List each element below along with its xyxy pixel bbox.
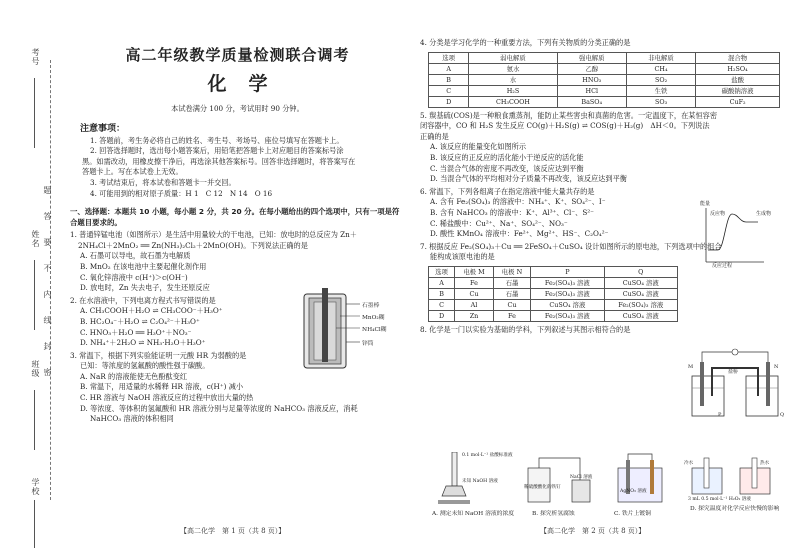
table-cell: 盐酸 <box>696 74 780 85</box>
exam-number-label: 考号 <box>31 48 40 66</box>
table-cell: CH₃COOH <box>469 96 557 107</box>
section-heading: 一、选择题：本题共 10 小题，每小题 2 分，共 20 分。在每小题给出的四个选项中，只有一项是符合题目要求的。 <box>70 207 400 228</box>
table-cell: HCl <box>557 85 626 96</box>
galvanic-cell-icon <box>688 346 786 424</box>
corrosion-setup-icon <box>524 452 604 508</box>
q3-stem: 3. 常温下，根据下列实验能证明一元酸 HR 为弱酸的是 <box>70 350 247 360</box>
fig-label: NaCl 溶液 <box>570 475 593 480</box>
q2-option-d: D. NH₄⁺＋2H₂O ⇌ NH₃·H₂O＋H₃O⁺ <box>80 338 206 348</box>
school-line <box>34 500 35 548</box>
q8-stem: 8. 化学是一门以实验为基础的学科，下列叙述与其图示相符合的是 <box>420 324 631 334</box>
q3-option-d: D. 等浓度、等体积的氢氟酸和 HR 溶液分别与足量等浓度的 NaHCO₃ 溶液反应，消耗 <box>80 403 358 413</box>
q8-caption-a: A. 测定未知 NaOH 溶液的浓度 <box>432 511 515 517</box>
galvanic-cell-figure <box>688 346 786 424</box>
table-cell: CuSO₄ 溶液 <box>531 299 604 310</box>
q8-caption-c: C. 铁片上镀铜 <box>614 511 651 517</box>
table-cell: Fe <box>493 310 530 321</box>
class-line <box>34 390 35 450</box>
binding-strip <box>0 0 58 560</box>
table-cell: Fe₂(SO₄)₃ 溶液 <box>531 288 604 299</box>
table-row <box>429 74 780 85</box>
table-cell: C <box>429 85 469 96</box>
fig-label: 未知 NaOH 溶液 <box>462 479 498 484</box>
energy-label: 能量 <box>700 201 711 207</box>
q8-figure-d <box>684 452 788 522</box>
q5-option-b: B. 该反应的正反应的活化能小于逆反应的活化能 <box>430 152 584 162</box>
table-header: 电极 M <box>455 266 494 277</box>
table-cell: H₂S <box>469 85 557 96</box>
table-cell: 石墨 <box>493 277 530 288</box>
fig-label: 3 mL 0.5 mol·L⁻¹ H₂O₂ 溶液 <box>688 497 751 502</box>
fig-label: 热水 <box>760 461 770 466</box>
q2-option-c: C. HNO₃＋H₂O ══ H₃O⁺＋NO₃⁻ <box>80 327 192 337</box>
table-header: 弱电解质 <box>469 52 557 63</box>
table-row <box>429 310 678 321</box>
table-header: 电极 N <box>493 266 530 277</box>
name-line <box>34 260 35 330</box>
exam-title: 高二年级教学质量检测联合调考 <box>125 46 350 64</box>
name-label: 姓名 <box>31 230 40 248</box>
q3-option-a: A. NaR 的溶液能使无色酚酞变红 <box>80 371 188 381</box>
q1-stem: 2NH₄Cl＋2MnO₂ ══ Zn(NH₃)₂Cl₂＋2MnO(OH)。下列说法正确的是 <box>78 240 308 250</box>
class-label: 班级 <box>31 360 40 378</box>
energy-label: 反应过程 <box>712 263 733 269</box>
table-cell: B <box>429 74 469 85</box>
exam-info: 本试卷满分 100 分，考试用时 90 分钟。 <box>171 104 304 113</box>
electroplating-icon <box>604 452 684 508</box>
notice-item: 3. 考试结束后，将本试卷和答题卡一并交回。 <box>90 177 236 187</box>
table-cell: A <box>429 277 455 288</box>
q7-table <box>428 266 678 322</box>
table-row <box>429 277 678 288</box>
battery-label: 石墨棒 <box>362 303 380 309</box>
table-cell: Fe₂(SO₄)₃ 溶液 <box>531 277 604 288</box>
table-cell: Cu <box>493 299 530 310</box>
seal-char: 线 <box>43 316 52 325</box>
q6-option-c: C. 稀盐酸中：Cu²⁺、Na⁺、SO₄²⁻、NO₃⁻ <box>430 218 568 228</box>
q7-stem: 能构成该原电池的是 <box>430 252 495 262</box>
q3-note: 已知：等浓度的氢氟酸的酸性强于碳酸。 <box>80 361 210 371</box>
q5-option-c: C. 当混合气体的密度不再改变，该反应达到平衡 <box>430 163 584 173</box>
table-cell: CH₄ <box>626 63 695 74</box>
table-cell: 乙醇 <box>557 63 626 74</box>
cell-label: M <box>688 364 694 370</box>
table-cell: H₂SO₄ <box>696 63 780 74</box>
q8-figure-c <box>604 452 684 522</box>
table-row <box>429 288 678 299</box>
table-cell: B <box>429 288 455 299</box>
q2-option-a: A. CH₃COOH＋H₂O ⇌ CH₃COO⁻＋H₃O⁺ <box>80 306 223 316</box>
q3-option-d-cont: NaHCO₃ 溶液的体积相同 <box>90 414 174 424</box>
table-cell: SO₃ <box>626 96 695 107</box>
q8-figure-b <box>524 452 604 522</box>
energy-label: 生成物 <box>756 211 772 217</box>
q6-option-a: A. 含有 Fe₂(SO₄)₃ 的溶液中：NH₄⁺、K⁺、SO₄²⁻、I⁻ <box>430 197 606 207</box>
battery-label: MnO₂糊 <box>362 315 385 321</box>
notice-heading: 注意事项： <box>80 123 126 134</box>
table-cell: 氨水 <box>469 63 557 74</box>
seal-char: 内 <box>43 290 52 299</box>
cell-label: P <box>718 412 722 418</box>
zinc-manganese-battery-figure <box>300 288 404 372</box>
page-footer-right: 【高二化学 第 2 页（共 8 页）】 <box>540 527 646 535</box>
q7-stem: 7. 根据反应 Fe₂(SO₄)₃＋Cu ══ 2FeSO₄＋CuSO₄ 设计如图所示的原电池，下列选项中的组合 <box>420 241 722 251</box>
table-cell: Cu <box>455 288 494 299</box>
q6-stem: 6. 常温下，下列各组离子在指定溶液中能大量共存的是 <box>420 186 595 196</box>
table-header: 混合物 <box>696 52 780 63</box>
table-row <box>429 299 678 310</box>
table-cell: HNO₃ <box>557 74 626 85</box>
table-header: Q <box>604 266 677 277</box>
seal-char: 要 <box>43 238 52 247</box>
table-row <box>429 63 780 74</box>
seal-dash-line <box>50 60 51 500</box>
q6-option-d: D. 酸性 KMnO₄ 溶液中：Fe²⁺、Mg²⁺、HS⁻、C₂O₄²⁻ <box>430 229 609 239</box>
q1-stem: 1. 普通锌锰电池（如图所示）是生活中用量较大的干电池，已知：放电时的总反应为 Zn＋ <box>70 230 357 240</box>
cell-label: Q <box>780 412 785 418</box>
table-cell: BaSO₄ <box>557 96 626 107</box>
table-cell: Zn <box>455 310 494 321</box>
seal-char: 答 <box>43 212 52 221</box>
table-header: 选项 <box>429 266 455 277</box>
notice-item: 1. 答题前，考生务必将自己的姓名、考生号、考场号、座位号填写在答题卡上。 <box>90 135 344 145</box>
table-row <box>429 85 780 96</box>
q6-option-b: B. 含有 NaHCO₃ 的溶液中：K⁺、Al³⁺、Cl⁻、S²⁻ <box>430 207 594 217</box>
table-header: 选项 <box>429 52 469 63</box>
table-cell: CuSO₄ 溶液 <box>604 310 677 321</box>
battery-label: 锌筒 <box>362 341 374 347</box>
table-header: 强电解质 <box>557 52 626 63</box>
fig-label: 冷水 <box>684 461 694 466</box>
q5-stem: 正确的是 <box>420 131 449 141</box>
q3-option-b: B. 常温下，用适量的水稀释 HR 溶液，c(H⁺) 减小 <box>80 382 244 392</box>
seal-char: 封 <box>43 342 52 351</box>
table-cell: CuSO₄ 溶液 <box>604 288 677 299</box>
q1-option-c: C. 氧化锌溶液中 c(H⁺)＞c(OH⁻) <box>80 272 188 282</box>
exam-number-line <box>34 78 35 148</box>
right-page <box>420 38 780 336</box>
table-cell: Fe₂(SO₄)₃ 溶液 <box>604 299 677 310</box>
q5-stem: 5. 羰基硫(COS)是一种粮食熏蒸剂，能防止某些害虫和真菌的危害。一定温度下，在某恒容密 <box>420 110 718 120</box>
table-cell: Al <box>455 299 494 310</box>
fig-label: AgNO₃ 溶液 <box>620 489 647 494</box>
cell-label: N <box>774 364 779 370</box>
q2-stem: 2. 在水溶液中，下列电离方程式书写错误的是 <box>70 295 216 305</box>
subject-title: 化学 <box>207 73 290 95</box>
q4-table <box>428 52 780 108</box>
q5-option-a: A. 该反应的能量变化如图所示 <box>430 142 527 152</box>
energy-label: 反应物 <box>710 211 726 217</box>
table-header: P <box>531 266 604 277</box>
table-cell: Fe₂(SO₄)₃ 溶液 <box>531 310 604 321</box>
energy-diagram-figure <box>700 201 782 270</box>
table-cell: CuSO₄ 溶液 <box>604 277 677 288</box>
table-row <box>429 96 780 107</box>
table-header-row <box>429 266 678 277</box>
table-cell: 碳酸钠溶液 <box>696 85 780 96</box>
table-cell: SO₂ <box>626 74 695 85</box>
table-cell: D <box>429 96 469 107</box>
table-cell: Fe <box>455 277 494 288</box>
q1-option-d: D. 放电时，Zn 失去电子，发生还原反应 <box>80 283 210 293</box>
fig-label: 稀硫酸酸化的铁钉 <box>524 485 561 490</box>
cell-label: 盐桥 <box>728 369 739 375</box>
notice-item: 黑。如需改动，用橡皮擦干净后，再选涂其他答案标号。回答非选择题时，将答案写在 <box>82 156 356 166</box>
table-cell: 生铁 <box>626 85 695 96</box>
q8-figure-a <box>432 452 522 522</box>
q5-option-d: D. 当混合气体的平均相对分子质量不再改变，该反应达到平衡 <box>430 174 627 184</box>
battery-icon <box>300 288 360 372</box>
q8-caption-d: D. 探究温度对化学反应快慢的影响 <box>690 506 780 512</box>
seal-char: 不 <box>43 264 52 273</box>
fig-label: 0.1 mol·L⁻¹ 盐酸标准液 <box>462 453 513 458</box>
table-cell: C <box>429 299 455 310</box>
table-cell: A <box>429 63 469 74</box>
q4-stem: 4. 分类是学习化学的一种重要方法，下列有关物质的分类正确的是 <box>420 38 631 47</box>
page-footer-left: 【高二化学 第 1 页（共 8 页）】 <box>180 527 286 535</box>
school-label: 学校 <box>31 478 40 496</box>
notice-item: 4. 可能用到的相对原子质量：H 1 C 12 N 14 O 16 <box>90 188 273 198</box>
table-cell: 石墨 <box>493 288 530 299</box>
q3-option-c: C. HR 溶液与 NaOH 溶液反应的过程中放出大量的热 <box>80 393 254 403</box>
table-cell: CuF₂ <box>696 96 780 107</box>
notice-item: 答题卡上。写在本试卷上无效。 <box>82 167 183 177</box>
seal-char: 题 <box>43 186 52 195</box>
notice-item: 2. 回答选择题时，选出每小题答案后，用铅笔把答题卡上对应题目的答案标号涂 <box>90 146 344 156</box>
q2-option-b: B. HC₂O₄⁻＋H₂O ⇌ C₂O₄²⁻＋H₃O⁺ <box>80 316 200 326</box>
table-cell: D <box>429 310 455 321</box>
table-header-row <box>429 52 780 63</box>
seal-char: 密 <box>43 368 52 377</box>
table-header: 非电解质 <box>626 52 695 63</box>
q1-option-b: B. MnO₂ 在该电池中主要起催化剂作用 <box>80 261 207 271</box>
q8-caption-b: B. 探究析氢腐蚀 <box>532 511 575 517</box>
q5-stem: 闭容器中，CO 和 H₂S 发生反应 CO(g)＋H₂S(g) ⇌ COS(g)＋H₂(g) ΔH＜0。下列说法 <box>420 121 710 131</box>
q1-option-a: A. 石墨可以导电，故石墨为电解质 <box>80 251 191 261</box>
table-cell: 水 <box>469 74 557 85</box>
battery-label: NH₄Cl糊 <box>362 327 387 333</box>
